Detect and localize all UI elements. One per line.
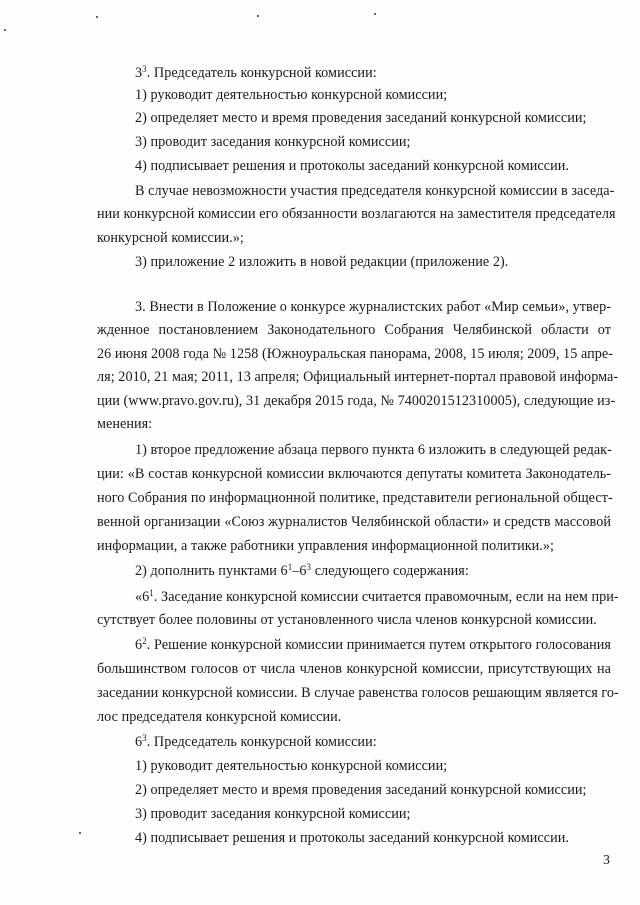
clause-6-1-line-2: сутствует более половины от установленного числа членов конкурсной комиссии. bbox=[97, 612, 597, 628]
clause-6-3-heading: $6^3$. Председатель конкурсной комиссии: bbox=[135, 733, 377, 750]
chair-duty-1: 1) руководит деятельностью конкурсной комиссии; bbox=[135, 87, 448, 103]
para-3-line-3: 26 июня 2008 года № 1258 (Южноуральская панорама, 2008, 15 июля; 2009, 15 апре- bbox=[97, 346, 614, 362]
chair-duty-4: 4) подписывает решения и протоколы заседаний конкурсной комиссии. bbox=[135, 158, 569, 174]
clause-6-2-line-4: лос председателя конкурсной комиссии. bbox=[97, 709, 342, 725]
absence-clause-line-2: нии конкурсной комиссии его обязанности возлагаются на заместителя председателя bbox=[97, 206, 616, 222]
change-1-line-1: 1) второе предложение абзаца первого пункта 6 изложить в следующей редак- bbox=[135, 442, 612, 458]
change-1-line-5: информации, а также работники управления информационной политики.»; bbox=[97, 538, 555, 554]
annex-2-clause: 3) приложение 2 изложить в новой редакции (приложение 2). bbox=[135, 254, 509, 270]
scan-speck bbox=[374, 13, 376, 15]
clause-6-3-duty-3: 3) проводит заседания конкурсной комиссии; bbox=[135, 806, 411, 822]
clause-6-3-duty-1: 1) руководит деятельностью конкурсной комиссии; bbox=[135, 758, 448, 774]
chair-duty-2: 2) определяет место и время проведения заседаний конкурсной комиссии; bbox=[135, 110, 587, 126]
item-3-3-heading: $3^3$. Председатель конкурсной комиссии: bbox=[135, 64, 377, 81]
para-3-line-6: менения: bbox=[97, 416, 153, 432]
absence-clause-line-1: В случае невозможности участия председателя конкурсной комиссии в заседа- bbox=[135, 183, 615, 199]
page-number: 3 bbox=[603, 853, 610, 868]
change-1-line-3: ного Собрания по информационной политике, представители региональной общест- bbox=[97, 490, 613, 506]
scan-speck bbox=[257, 15, 259, 17]
scan-speck bbox=[4, 29, 6, 31]
clause-6-2-line-2: большинством голосов от числа членов конкурсной комиссии, присутствующих на bbox=[97, 661, 611, 677]
scan-speck bbox=[96, 16, 98, 18]
para-3-line-2: жденное постановлением Законодательного Собрания Челябинской области от bbox=[97, 322, 611, 338]
scan-speck bbox=[79, 832, 81, 834]
clause-6-2-line-1: $6^2$. Решение конкурсной комиссии принимается путем открытого голосования bbox=[135, 636, 611, 653]
para-3-line-1: 3. Внести в Положение о конкурсе журналистских работ «Мир семьи», утвер- bbox=[135, 299, 611, 315]
change-1-line-4: венной организации «Союз журналистов Челябинской области» и средств массовой bbox=[97, 514, 611, 530]
absence-clause-line-3: конкурсной комиссии.»; bbox=[97, 230, 244, 246]
chair-duty-3: 3) проводит заседания конкурсной комиссии; bbox=[135, 134, 411, 150]
clause-6-2-line-3: заседании конкурсной комиссии. В случае равенства голосов решающим является го- bbox=[97, 685, 619, 701]
clause-6-1-line-1: «$6^1$. Заседание конкурсной комиссии считается правомочным, если на нем при- bbox=[135, 588, 619, 605]
clause-6-3-duty-4: 4) подписывает решения и протоколы заседаний конкурсной комиссии. bbox=[135, 830, 569, 846]
change-2-intro: 2) дополнить пунктами $6^1-6^3$ следующего содержания: bbox=[135, 562, 469, 579]
clause-6-3-duty-2: 2) определяет место и время проведения заседаний конкурсной комиссии; bbox=[135, 782, 587, 798]
para-3-line-5: ции (www.pravo.gov.ru), 31 декабря 2015 года, № 7400201512310005), следующие из- bbox=[97, 393, 616, 409]
change-1-line-2: ции: «В состав конкурсной комиссии включаются депутаты комитета Законодатель- bbox=[97, 466, 611, 482]
para-3-line-4: ля; 2010, 21 мая; 2011, 13 апреля; Официальный интернет-портал правовой информа- bbox=[97, 369, 619, 385]
